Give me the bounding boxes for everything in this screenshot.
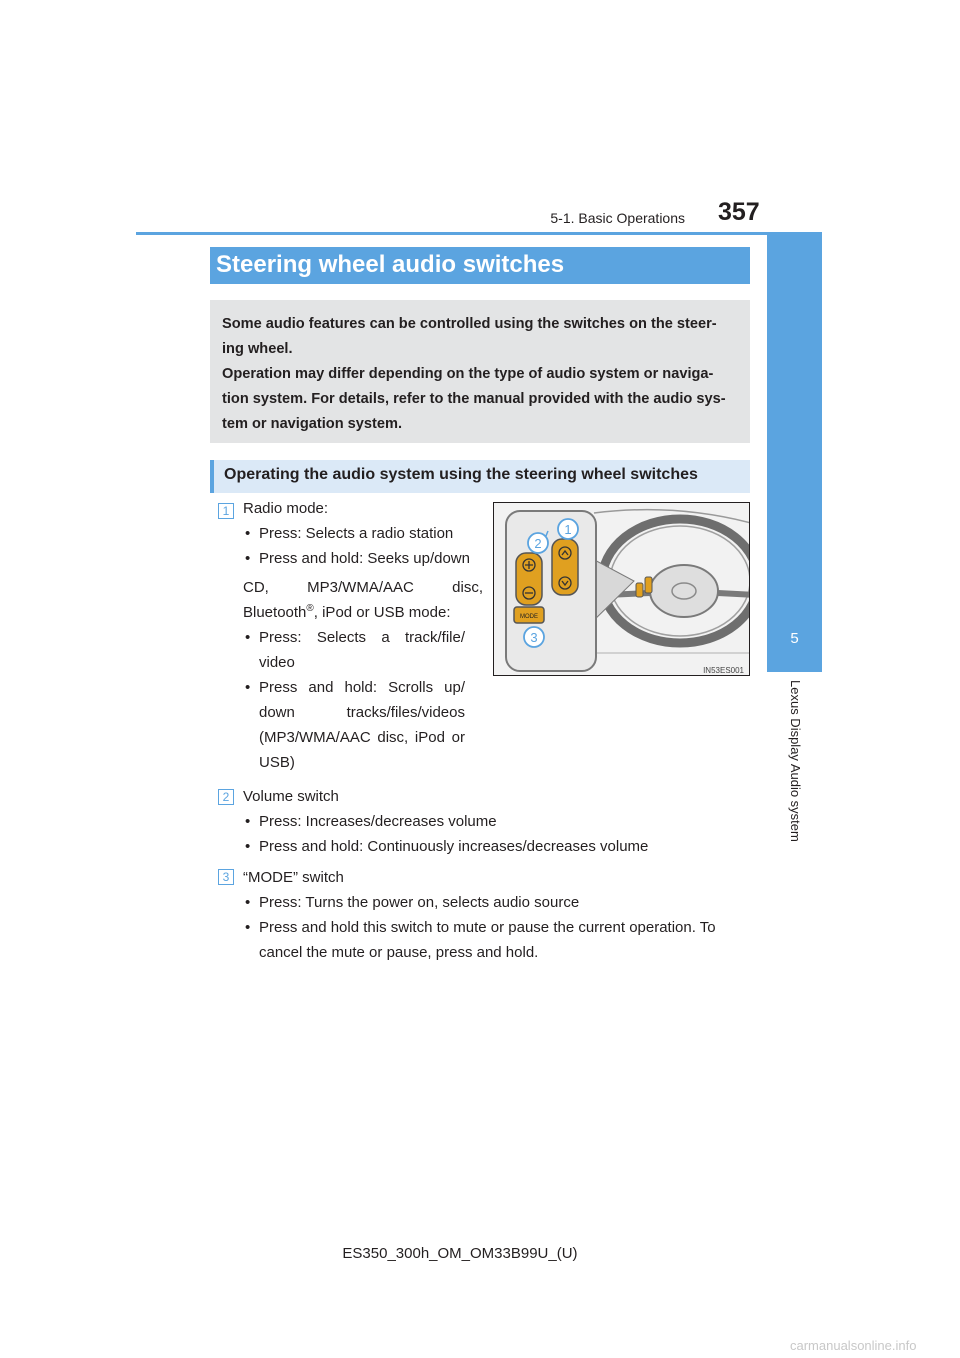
- image-code: IN53ES001: [703, 666, 744, 675]
- document-code: ES350_300h_OM_OM33B99U_(U): [342, 1245, 578, 1262]
- item-1-bullet: • Press and hold: Seeks up/down: [243, 546, 483, 571]
- mode-button-label: MODE: [520, 614, 538, 620]
- mode-line2-rest: , iPod or USB mode:: [313, 604, 451, 621]
- intro-line: tem or navigation system.: [222, 416, 403, 432]
- item-1-mode-block: [243, 575, 483, 775]
- steering-wheel-illustration: [493, 502, 750, 676]
- chapter-number: 5: [790, 630, 799, 647]
- intro-line: Operation may differ depending on the type of audio system or naviga-: [222, 366, 714, 382]
- item-1-mode-line2: [243, 600, 483, 625]
- item-number-2: 2: [218, 789, 234, 805]
- item-3-bullet: • Press and hold this switch to mute or pause the current operation. To cancel the mute or pause, press and hold.: [243, 915, 753, 965]
- intro-line: ing wheel.: [222, 341, 293, 357]
- page-header: [0, 0, 960, 240]
- item-1-block: [243, 496, 483, 571]
- item-2-bullet: • Press and hold: Continuously increases/decreases volume: [243, 834, 753, 859]
- item-1-title: Radio mode:: [243, 500, 329, 517]
- item-3-bullet: • Press: Turns the power on, selects audio source: [243, 890, 753, 915]
- item-3-title: “MODE” switch: [243, 869, 344, 886]
- steering-wheel-drawing: [494, 503, 750, 676]
- header-rule: [136, 232, 822, 235]
- item-number-1: 1: [218, 503, 234, 519]
- chapter-label-text: Lexus Display Audio system: [788, 680, 803, 842]
- intro-line: Some audio features can be controlled using the switches on the steer-: [222, 316, 717, 332]
- section-title: Steering wheel audio switches: [210, 247, 750, 284]
- intro-box: [210, 300, 750, 443]
- item-2-bullet: • Press: Increases/decreases volume: [243, 809, 753, 834]
- intro-line: tion system. For details, refer to the manual provided with the audio sys-: [222, 391, 726, 407]
- subsection-title: Operating the audio system using the steering wheel switches: [210, 460, 750, 493]
- registered-mark: ®: [306, 603, 314, 614]
- chapter-side-tab: [767, 235, 822, 672]
- chapter-label: [785, 680, 805, 860]
- item-1-mode-line1: CD, MP3/WMA/AAC disc,: [243, 579, 483, 596]
- callout-2: 2: [534, 536, 542, 551]
- item-1-bullet: • Press: Selects a track/file/ video: [243, 625, 465, 675]
- item-2-block: [243, 784, 753, 859]
- item-1-bullet: • Press: Selects a radio station: [243, 521, 483, 546]
- callout-3: 3: [530, 630, 538, 645]
- item-2-title: Volume switch: [243, 788, 339, 805]
- item-3-block: [243, 865, 753, 965]
- page-number: 357: [718, 198, 760, 226]
- header-section-title: 5-1. Basic Operations: [550, 210, 685, 226]
- callout-1: 1: [564, 522, 572, 537]
- item-number-3: 3: [218, 869, 234, 885]
- watermark: carmanualsonline.info: [790, 1338, 917, 1353]
- bluetooth-label: Bluetooth: [243, 604, 307, 621]
- item-1-bullet: • Press and hold: Scrolls up/ down tracks/files/videos (MP3/WMA/AAC disc, iPod or USB): [243, 675, 465, 775]
